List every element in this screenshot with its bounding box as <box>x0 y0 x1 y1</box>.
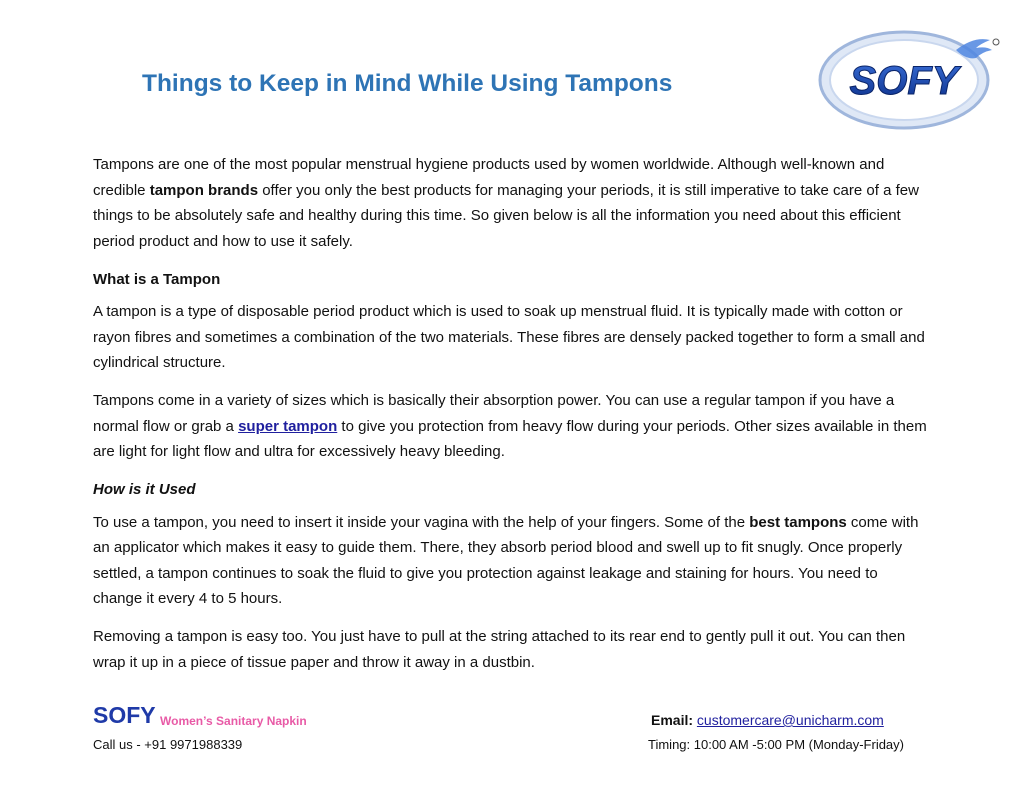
email-link[interactable]: customercare@unicharm.com <box>696 712 884 728</box>
article <box>93 152 929 688</box>
footer-email: Email: customercare@unicharm.com <box>651 712 884 728</box>
footer <box>93 702 933 762</box>
footer-tagline: Women’s Sanitary Napkin <box>160 714 307 728</box>
best-tampons-text: best tampons <box>749 513 847 531</box>
what-paragraph-1: A tampon is a type of disposable period product which is used to soak up menstrual fluid. It is typically made with cotton or rayon fibres and sometimes a combination of the two materials. These fibres are densely packed together to form a small and cylindrical structure. <box>93 303 925 371</box>
how-paragraph-1: To use a tampon, you need to insert it inside your vagina with the help of your fingers. Some of the best tampons come with an applicator which makes it easy to guide them. There, they absorb period blood and swell up to fit snugly. Once properly settled, a tampon continues to soak the fluid to give you protection against leakage and staining for hours. You need to change it every 4 to 5 hours. <box>93 513 919 607</box>
section-heading-what: What is a Tampon <box>93 270 221 288</box>
footer-phone: Call us - +91 9971988339 <box>93 737 243 752</box>
what-paragraph-2: Tampons come in a variety of sizes which is basically their absorption power. You can use a regular tampon if you have a normal flow or grab a super tampon to give you protection from heavy flow during your periods. Other sizes available in them are light for light flow and ultra for excessively heavy bleeding. <box>93 392 927 460</box>
footer-timing: Timing: 10:00 AM -5:00 PM (Monday-Friday) <box>648 737 904 752</box>
tampon-brands-text: tampon brands <box>149 181 259 199</box>
super-tampon-link[interactable]: super tampon <box>238 417 338 435</box>
how-paragraph-2: Removing a tampon is easy too. You just have to pull at the string attached to its rear end to gently pull it out. You can then wrap it up in a piece of tissue paper and throw it away in a dustbin. <box>93 628 906 671</box>
section-heading-how: How is it Used <box>93 481 196 498</box>
svg-text:SOFY: SOFY <box>849 59 959 103</box>
page-title: Things to Keep in Mind While Using Tampons <box>142 70 673 97</box>
intro-paragraph: Tampons are one of the most popular menstrual hygiene products used by women worldwide. Although well-known and credible tampon brands offer you only the best products for managing your periods, it is still imperative to take care of a few things to be absolutely safe and healthy during this time. So given below is all the information you need about this efficient period product and how to use it safely. <box>93 156 919 250</box>
footer-brand: SOFY <box>93 702 156 728</box>
sofy-logo <box>816 28 1002 132</box>
